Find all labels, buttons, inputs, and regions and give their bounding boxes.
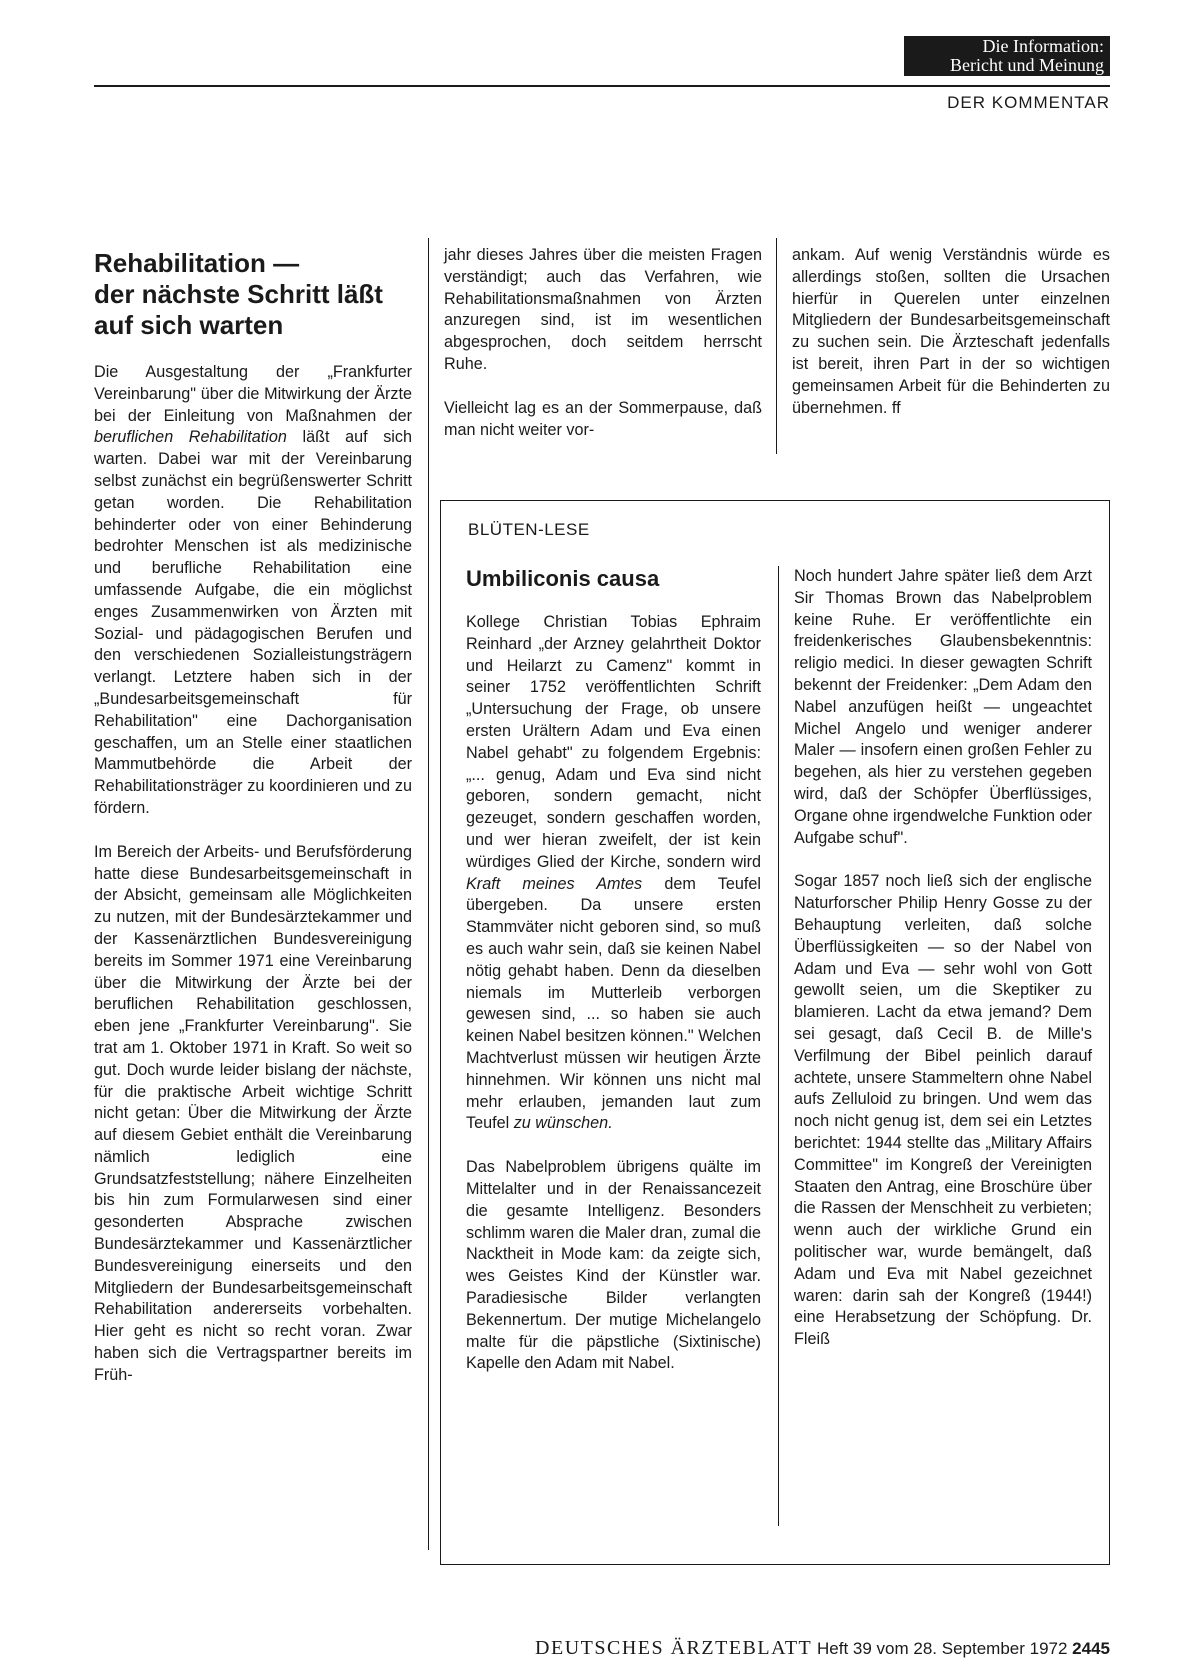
sidebar-paragraph-2: Das Nabelproblem übrigens quälte im Mittelalter und in der Renaissancezeit die gesamte Intelligenz. Besonders schlimm waren die Maler dran, zumal die Nacktheit in Mode kam: da zeigte sich, wes Geistes Kind der Künstler war. Paradiesische Bilder verlangten Bekennertum. Der mutige Michelangelo malte für die päpstliche (Sixtinische) Kapelle den Adam mit Nabel. [466, 1158, 761, 1373]
headline-line-2: der nächste Schritt läßt [94, 279, 383, 309]
sidebar-kicker: BLÜTEN-LESE [468, 520, 590, 539]
header-rule [94, 85, 1110, 87]
sidebar-column-2 [794, 566, 1092, 1373]
sidebar-paragraph-3: Noch hundert Jahre später ließ dem Arzt Sir Thomas Brown das Nabelproblem keine Ruhe. Er veröffentlichte ein freidenkerisches Glaubensbekenntnis: religio medici. In dieser gewagten Schrift bekennt der Freidenker: „Dem Adam den Nabel anzufügen heißt — ungeachtet Michel Angelo und weniger anderer Maler — insofern einen großen Fehler zu begehen, als hier zu verstehen gegeben wird, daß der Schöpfer Überflüssiges, Organe ohne irgendwelche Funktion oder Aufgabe schuf". [794, 567, 1092, 847]
section-badge-line2: Bericht und Meinung [950, 55, 1104, 75]
section-badge-line1: Die Information: [982, 36, 1104, 56]
emphasis-text: zu wünschen. [513, 1114, 613, 1133]
article-paragraph-4: Vielleicht lag es an der Sommerpause, daß man nicht weiter vor- [444, 398, 762, 439]
page-number: 2445 [1072, 1639, 1110, 1658]
headline-line-3: auf sich warten [94, 310, 284, 340]
headline-line-1: Rehabilitation — [94, 248, 300, 278]
sidebar-paragraph-4: Sogar 1857 noch ließ sich der englische Naturforscher Philip Henry Gosse zu der Behauptung verleiten, daß solche Überflüssigkeiten — so der Nabel von Adam und Eva — sehr wohl von Gott gewollt seien, um die Skeptiker zu blamieren. Lacht da etwa jemand? Dem sei gesagt, daß Cecil B. de Mille's Verfilmung der Bibel peinlich darauf achtete, unsere Stammeltern ohne Nabel aufs Zelluloid zu bringen. Und wem das noch nicht genug ist, dem sei ein Letztes berichtet: 1944 stellte das „Military Affairs Committee" im Kongreß der Vereinigten Staaten den Antrag, eine Broschüre über die Rassen der Menschheit zu verbieten; wenn auch der wirkliche Grund ein politischer war, wurde bemängelt, daß Adam und Eva mit Nabel gezeichnet waren: darin sah der Kongreß (1944!) eine Herabsetzung der Schöpfung. Dr. Fleiß [794, 872, 1092, 1349]
column-divider [778, 566, 779, 1526]
magazine-name: DEUTSCHES ÄRZTEBLATT [535, 1637, 813, 1659]
sidebar-paragraph-1 [466, 612, 761, 1135]
sidebar-title: Umbiliconis causa [466, 566, 660, 591]
emphasis-text: Kraft meines Amtes [466, 874, 643, 893]
article-paragraph-3: jahr dieses Jahres über die meisten Fragen verständigt; auch das Verfahren, wie Rehabilitationsmaßnahmen von Ärzten anzuregen sind, ist im wesentlichen abgesprochen, doch seitdem herrscht Ruhe. [444, 246, 762, 373]
column-divider [428, 238, 429, 1550]
page-footer [535, 1637, 1110, 1660]
sidebar-column-1 [466, 612, 761, 1397]
article-column-1 [94, 362, 412, 1409]
article-paragraph-5: ankam. Auf wenig Verständnis würde es allerdings stoßen, sollten die Ursachen hierfür in Querelen unter einzelnen Mitgliedern der Bundesarbeitsgemeinschaft zu suchen sein. Die Ärzteschaft jedenfalls ist bereit, ihren Part in der so wichtigen gemeinsamen Arbeit für die Behinderten zu übernehmen. ff [792, 246, 1110, 417]
section-badge [904, 36, 1110, 76]
article-headline [94, 248, 424, 341]
column-divider [776, 238, 777, 454]
section-label: DER KOMMENTAR [947, 93, 1110, 112]
text-run: dem Teufel übergeben. Da unsere ersten Stammväter nicht geboren sind, so muß es auch wahr sein, daß sie keinen Nabel nötig gehabt haben. Denn da dieselben niemals im Mutterleib verborgen gewesen sind, ... so haben sie auch keinen Nabel besitzen können." Welchen Machtverlust müssen wir heutigen Ärzte hinnehmen. Wir können uns nicht mal mehr erlauben, jemanden laut zum Teufel [466, 874, 761, 1133]
issue-info: Heft 39 vom 28. September 1972 [817, 1639, 1068, 1658]
emphasis-text: beruflichen Rehabilitation [94, 428, 287, 447]
text-run: läßt auf sich warten. Dabei war mit der Vereinbarung selbst zunächst ein begrüßenswerter Schritt getan worden. Die Rehabilitation behinderter oder von einer Behinderung bedrohter Menschen ist als medizinische und berufliche Rehabilitation eine umfassende Aufgabe, die ein möglichst enges Zusammenwirken von Ärzten mit Sozial- und pädagogischen Berufen und den verschiedenen Sozialleistungsträgern verlangt. Letztere haben sich in der „Bundesarbeitsgemeinschaft für Rehabilitation" eine Dachorganisation geschaffen, um an Stelle einer staatlichen Mammutbehörde die Arbeit der Rehabilitationsträger zu koordinieren und zu fördern. [94, 428, 412, 817]
text-run: Kollege Christian Tobias Ephraim Reinhard „der Arzney gelahrtheit Doktor und Heilarzt zu Camenz" kommt in seiner 1752 veröffentlichten Schrift „Untersuchung der Frage, ob unsere ersten Urältern Adam und Eva einen Nabel gehabt" zu folgendem Ergebnis: „... genug, Adam und Eva sind nicht geboren, sondern gemacht, nicht gezeuget, sondern geschaffen worden, und wer hieran zweifelt, der ist kein würdiges Glied der Kirche, sondern wird [466, 613, 761, 871]
text-run: Die Ausgestaltung der „Frankfurter Vereinbarung" über die Mitwirkung der Ärzte bei der Einleitung von Maßnahmen der [94, 363, 412, 425]
article-paragraph-2: Im Bereich der Arbeits- und Berufsförderung hatte diese Bundesarbeitsgemeinschaft in der Absicht, gemeinsam alle Möglichkeiten zu nutzen, mit der Bundesärztekammer und der Kassenärztlichen Bundesvereinigung bereits im Sommer 1971 eine Vereinbarung über die Mitwirkung der Ärzte bei der beruflichen Rehabilitation geschlossen, eben jene „Frankfurter Vereinbarung". Sie trat am 1. Oktober 1971 in Kraft. So weit so gut. Doch wurde leider bislang der nächste, für die praktische Arbeit wichtige Schritt nicht getan: Über die Mitwirkung der Ärzte auf diesem Gebiet enthält die Vereinbarung nämlich lediglich eine Grundsatzfeststellung; nähere Einzelheiten bis hin zum Formularwesen sind einer gesonderten Absprache zwischen Bundesärztekammer und Kassenärztlicher Bundesvereinigung einerseits und den Mitgliedern der Bundesarbeitsgemeinschaft Rehabilitation andererseits vorbehalten. Hier geht es nicht so recht voran. Zwar haben sich die Vertragspartner bereits im Früh- [94, 842, 412, 1384]
article-paragraph-1 [94, 362, 412, 820]
article-column-3 [792, 245, 1110, 441]
article-column-2 [444, 245, 762, 463]
